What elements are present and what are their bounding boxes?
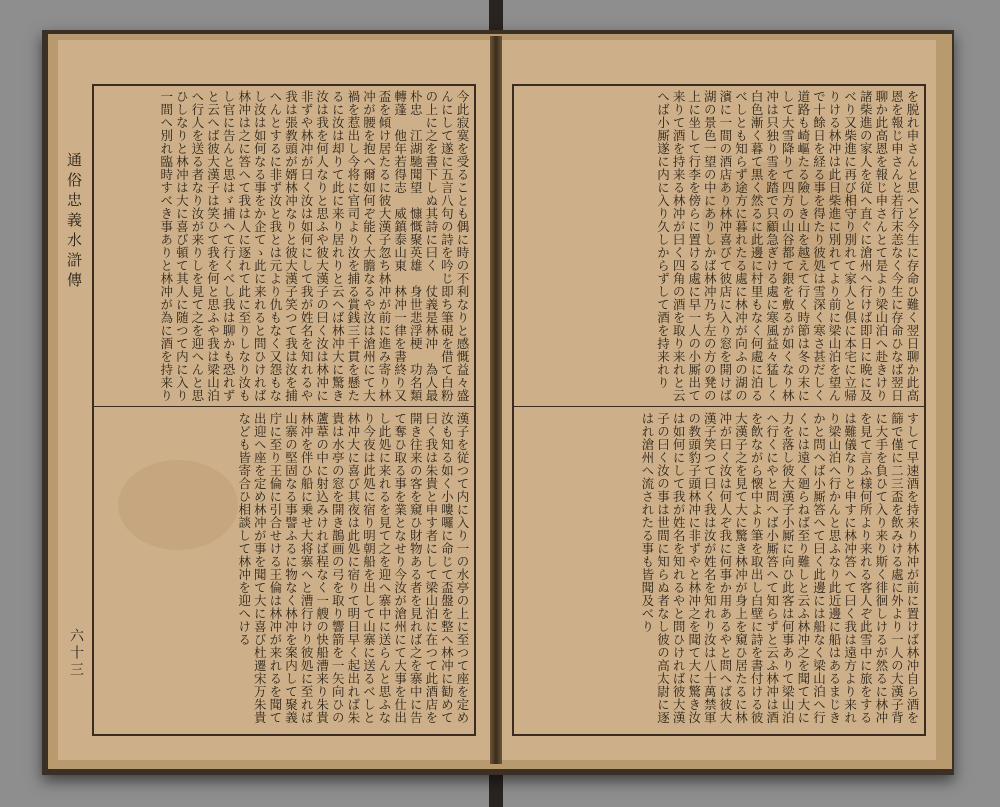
text-frame — [512, 84, 926, 736]
upper-paragraph: 今此寂寞を受ることも偶に時の不利なりと感慨益々盛んにして遂に五言八句の詩を吟じ即ち筆硯を借て白粉の上に之を書下しぬ其詩に曰く 仗義是林冲 為人最朴忠 江湖馳聞望 慷慨聚英雄 身世悲浮梗 功名類轉蓬 他年若得志 威鎮泰山東 林冲一律を書終り又盃を傾け居たるに彼大漢子忽ち林冲が前に進み寄り林冲が腰を抱へ爾如何ぞ能く大膽なるや汝は滄州にて大禍を惹出し今将に官司より汝を捕る賞銭三千貫を懸たるに汝は却りて此に来り居れりと云へば林冲大に驚き汝は我を何人なりと思ふや彼大漢子の曰く汝は林冲に非ずや林冲が曰く汝は如何にして我が姓名を知れるや我は張教頭が婿林冲なりと彼大漢子笑つて我は汝を捕へんとするに非ず汝と我とは元より仇もなく又怨もなし汝は如何なる事をか企てゝ此に来れると問ひければ林冲は之に答へて我は人に逐れて此に至りしなり汝もし官に告んと思はゞ捕へて行くべし我は聊かも恐れずと云へば彼大漢子は笑ひて我を何と思ふや我は梁山泊へ行人を送る者なり汝が来りしを見て之を迎へんと思ひしなりと林冲は大に喜び頓て其人に随つて内に入り一間へ別れ臨時すべき事ありと林冲が為に酒を持来り — [158, 90, 470, 402]
block-divider — [94, 406, 474, 407]
running-title: 通俗忠義水滸傳 — [65, 152, 83, 292]
upper-paragraph: を脱れ申さんと思へど今生に存命ひ難く翌日聊か此高恩を報じ申さんと若行末恙なく今生に存命ひなば翌日聊か此高恩を報じ申さんとて是より梁山泊へ赴きけり諸柴進の家人を従へ直ぐに滄州へ行けば即日に晩に及べり又柴進に再び相守り別れて家人と倶に本宅に立帰りける林冲は此日柴進に別れてより前に梁山泊を望んで十餘日を経る事を得たり彼処は雪深く寒さ甚だしく道路も崎嶇たる險しき山を越えて行く時節は冬の末にして大雪降りて四方の山谷都て銀を敷るが如くなり林冲は只独り雪を踏で只顧急ぎける處に寒風益々猛しく白色漸く暮て黒く然るに此邊に村里もなく何處に泊るべしとも知らず途方に暮れたる處に林冲が向ふの湖の濱に一間の酒店あり林冲喜びて彼店に入り窓を開けば湖の景色一望の中にありしかば林冲乃ち左の方の凳の上に坐して行李を傍らに置ける處に早一人の小厮出て来りて酒を持来る林冲が曰く四角の酒を取り来れと云へば小厮遂に内に入り久しからずして酒を持来れり — [655, 90, 920, 402]
book-gutter — [490, 36, 502, 764]
upper-text-block — [98, 90, 470, 402]
left-page — [58, 40, 490, 760]
lower-paragraph: すして早速酒を持来り林冲が前に置けば林冲自ら酒を篩で僅に二三盃を飲みける處に外より一人の大漢子背に大手を負ひて入り来り斯く徘徊しけるが然るに林冲を見て言ふ様何所より来れる客人ぞ此雪中に旅をするは難儀なりと申すに林冲答へて曰く我は遠方より来れり梁山泊へ行かんと思ふなり此近邊に船はあるまじきかと問へば小厮答へて曰く此邊には船なく梁山泊へ行くには遠く廻らねば至り難しと云ふ林冲之を聞て大に力を落し彼大漢子小厮に向ひ此客は何事ありて梁山泊へ行くにやと問へば小厮答へて知らずと云ふ林冲は酒を飲ながら懐中より筆を取出し白壁に詩を書付ける彼大漢子之を見て大に驚き林冲が身上を窺ひ居たるに林冲が曰く汝は何人ぞ我に何事か用あるやと問へば彼大漢子笑つて曰く我は汝が姓名を知れり汝は八十萬禁軍の教頭豹子頭林冲に非ずやと林冲之を聞て大に驚き汝は如何にして我が姓名を知れるやと問ひければ彼大漢子の曰く汝の事は世間に知らぬ者なし彼の高太尉に逐はれ滄州へ流されたる事も皆聞及べり — [639, 412, 920, 724]
lower-paragraph: 漢子を従つて内に入り一の水亭の上に至つて座を定め汝も知る如く小嘍囉に命じて盃盤を整へ林冲に勧めて曰く我は朱貴と申す者にして梁山泊に在つて此酒店を開き往来の客を窺ひ財物ある者を見れば之を寨中に告て奪ひ取る事を業となせり今汝が滄州にて大事を仕出し此処に来れるを見て之を迎へ寨中に送らんと思ふなり今夜は此処に宿り明朝船を出して山寨に送るべしと林冲大に喜び其夜は此処に宿りて明日早く起出れば朱貴は水亭の窓を開き鵲画の弓を取り響箭を一矢向ひの蘆葦の中に射込みければ程なく一艘の快船漕来り朱貴林冲を伴ひ船に乗せ大将寨へと漕行けり彼処に至れば山寨の堅固なる事譬ふるに物なく林冲を案内して聚義庁に至り王倫に引合せける王倫は林冲が来れるを聞て出迎へ座を定め林冲が事を聞て大に喜び杜遷宋万朱貴なども皆寄合ひ相談して林冲を迎へける — [236, 412, 470, 724]
right-page — [502, 40, 936, 760]
upper-text-block — [518, 90, 920, 402]
block-divider — [514, 406, 924, 407]
page-number: 六十三 — [68, 628, 84, 679]
lower-text-block — [518, 412, 920, 728]
text-frame — [92, 84, 476, 736]
lower-text-block — [98, 412, 470, 728]
